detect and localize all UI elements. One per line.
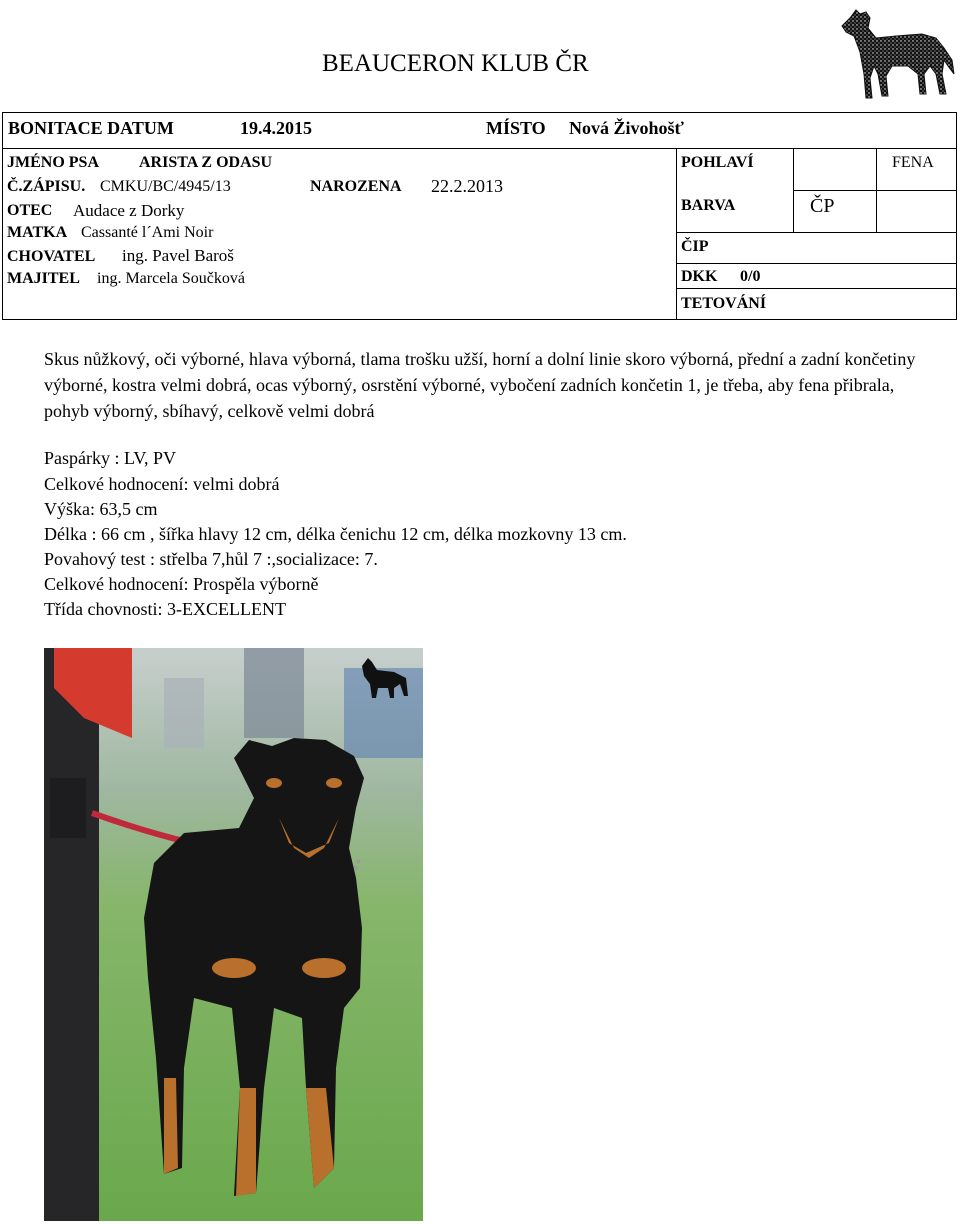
table-divider bbox=[676, 232, 956, 233]
paspary-line: Paspárky : LV, PV bbox=[44, 448, 177, 468]
zapis-value: CMKU/BC/4945/13 bbox=[100, 178, 231, 195]
barva-label: BARVA bbox=[681, 197, 736, 214]
dog-photo bbox=[44, 648, 423, 1221]
height-line: Výška: 63,5 cm bbox=[44, 499, 158, 519]
narozena-value: 22.2.2013 bbox=[431, 176, 503, 196]
bonitace-date: 19.4.2015 bbox=[240, 118, 312, 138]
jmeno-value: ARISTA Z ODASU bbox=[139, 154, 273, 171]
table-divider bbox=[3, 148, 956, 149]
cip-label: ČIP bbox=[681, 238, 709, 255]
assessment-description: Skus nůžkový, oči výborné, hlava výborná, tlama trošku užší, horní a dolní linie skoro výborná, přední a zadní končetiny výborné, kostra velmi dobrá, ocas výborný, osrstění výborné, vybočení zadních končetin 1, je třeba, aby fena přibrala, pohyb výborný, sbíhavý, celkově velmi dobrá bbox=[44, 349, 916, 421]
misto-value: Nová Živohošť bbox=[569, 118, 684, 138]
table-divider bbox=[876, 190, 877, 232]
bonitace-label: BONITACE DATUM bbox=[8, 118, 174, 138]
narozena-label: NAROZENA bbox=[310, 178, 402, 195]
otec-value: Audace z Dorky bbox=[73, 201, 185, 220]
matka-label: MATKA bbox=[7, 224, 68, 241]
tetovani-label: TETOVÁNÍ bbox=[681, 295, 767, 312]
measurements-line: Délka : 66 cm , šířka hlavy 12 cm, délka čenichu 12 cm, délka mozkovny 13 cm. bbox=[44, 524, 627, 544]
dkk-value: 0/0 bbox=[740, 268, 761, 285]
jmeno-label: JMÉNO PSA bbox=[7, 154, 99, 171]
barva-value: ČP bbox=[810, 195, 835, 217]
matka-value: Cassanté l´Ami Noir bbox=[81, 224, 214, 241]
pohlavi-label: POHLAVÍ bbox=[681, 154, 754, 171]
table-divider bbox=[793, 190, 956, 191]
breeding-class-line: Třída chovnosti: 3-EXCELLENT bbox=[44, 599, 286, 619]
majitel-label: MAJITEL bbox=[7, 270, 80, 287]
pohlavi-value: FENA bbox=[892, 154, 934, 171]
chovatel-label: CHOVATEL bbox=[7, 248, 96, 265]
final-rating-line: Celkové hodnocení: Prospěla výborně bbox=[44, 574, 319, 594]
dkk-cell bbox=[681, 264, 801, 286]
table-divider bbox=[876, 148, 877, 190]
zapis-label: Č.ZÁPISU. bbox=[7, 178, 86, 195]
beauceron-logo-icon bbox=[836, 4, 960, 104]
dkk-label: DKK bbox=[681, 268, 718, 285]
chovatel-value: ing. Pavel Baroš bbox=[122, 246, 234, 265]
overall-rating-line: Celkové hodnocení: velmi dobrá bbox=[44, 474, 280, 494]
temperament-test-line: Povahový test : střelba 7,hůl 7 :,socializace: 7. bbox=[44, 549, 378, 569]
table-divider bbox=[676, 288, 956, 289]
table-divider bbox=[676, 148, 677, 320]
document-title: BEAUCERON KLUB ČR bbox=[322, 50, 589, 77]
misto-label: MÍSTO bbox=[486, 118, 546, 138]
majitel-value: ing. Marcela Součková bbox=[97, 270, 245, 287]
otec-label: OTEC bbox=[7, 202, 53, 219]
